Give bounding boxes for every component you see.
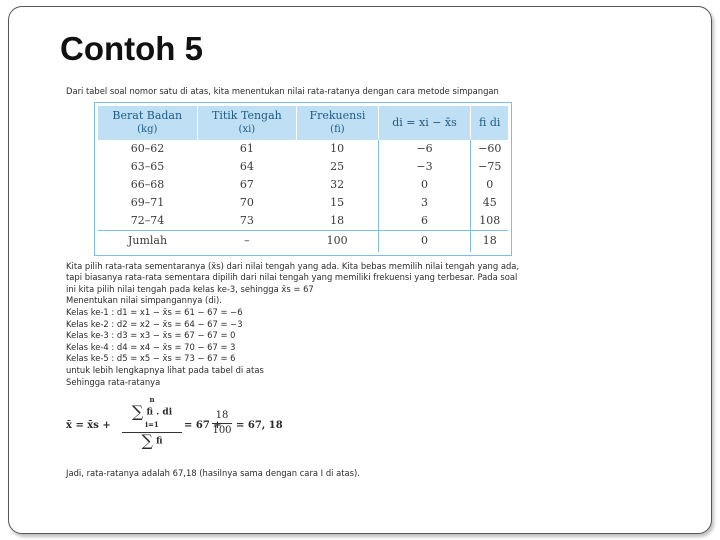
value-numerator: 18 bbox=[215, 410, 229, 422]
table-row bbox=[98, 176, 508, 194]
cell: 67 bbox=[239, 177, 254, 191]
cell: 32 bbox=[330, 177, 345, 191]
cell: 10 bbox=[330, 141, 345, 155]
cell: 0 bbox=[378, 230, 471, 252]
header-simpangan: di = xi − x̄s bbox=[378, 106, 471, 140]
cell: 15 bbox=[330, 195, 345, 209]
cell: 3 bbox=[378, 194, 471, 212]
explanation-line: Kita pilih rata-rata sementaranya (x̄s) dari nilai tengah yang ada. Kita bebas memilih nilai tengah yang ada, bbox=[66, 260, 520, 271]
summation-icon: ∑ bbox=[131, 401, 144, 421]
cell: 73 bbox=[239, 213, 254, 227]
table-row bbox=[98, 140, 508, 158]
cell: −3 bbox=[378, 158, 471, 176]
sum-lower-limit: i=1 bbox=[145, 419, 159, 429]
cell: −60 bbox=[471, 140, 508, 158]
formula-mid: = 67 + bbox=[184, 420, 222, 432]
explanation-line: Kelas ke-2 : d2 = x2 − x̄s = 64 − 67 = −3 bbox=[66, 318, 243, 329]
cell: −6 bbox=[378, 140, 471, 158]
cell: 45 bbox=[471, 194, 508, 212]
formula-denominator bbox=[122, 431, 182, 451]
table-row bbox=[98, 158, 508, 176]
cell: 66–68 bbox=[130, 177, 165, 191]
frequency-table-wrapper bbox=[94, 102, 512, 256]
formula-numerator bbox=[122, 394, 182, 430]
explanation-line: Kelas ke-1 : d1 = x1 − x̄s = 61 − 67 = −6 bbox=[66, 306, 243, 317]
header-fi-di: fi di bbox=[471, 106, 508, 140]
explanation-line: Kelas ke-5 : d5 = x5 − x̄s = 73 − 67 = 6 bbox=[66, 353, 236, 364]
cell: 63–65 bbox=[130, 159, 165, 173]
denominator-text: fi bbox=[156, 436, 163, 447]
table-row bbox=[98, 194, 508, 212]
explanation-line: tapi biasanya rata-rata sementara dipilih dari nilai tengah yang memiliki frekuensi yang terbesar. Pada soal bbox=[66, 272, 518, 283]
cell: 69–71 bbox=[130, 195, 165, 209]
formula-main-fraction bbox=[122, 394, 182, 451]
formula-lhs: x̄ = x̄s + bbox=[66, 420, 111, 432]
explanation-line: untuk lebih lengkapnya lihat pada tabel di atas bbox=[66, 364, 264, 375]
sum-upper-limit: n bbox=[149, 395, 155, 405]
cell: 61 bbox=[239, 141, 254, 155]
cell: 6 bbox=[378, 212, 471, 231]
slide-title: Contoh 5 bbox=[60, 30, 203, 67]
conclusion-text: Jadi, rata-ratanya adalah 67,18 (hasilnya sama dengan cara I di atas). bbox=[66, 468, 360, 479]
total-label: Jumlah bbox=[98, 230, 197, 252]
frequency-table bbox=[98, 106, 508, 252]
slide-content bbox=[66, 86, 526, 488]
cell: 0 bbox=[471, 176, 508, 194]
value-denominator: 100 bbox=[212, 424, 232, 436]
cell: −75 bbox=[471, 158, 508, 176]
cell: 72–74 bbox=[130, 213, 165, 227]
formula-value-fraction bbox=[212, 410, 232, 436]
explanation-line: ini kita pilih nilai tengah pada kelas ke-3, sehingga x̄s = 67 bbox=[66, 283, 314, 294]
table-header-row bbox=[98, 106, 508, 140]
cell: 0 bbox=[378, 176, 471, 194]
cell: 70 bbox=[239, 195, 254, 209]
numerator-text: fi . di bbox=[146, 407, 173, 418]
cell: 60–62 bbox=[130, 141, 165, 155]
explanation-line: Kelas ke-4 : d4 = x4 − x̄s = 70 − 67 = 3 bbox=[66, 341, 236, 352]
cell: 100 bbox=[297, 230, 378, 252]
header-titik-tengah: Titik Tengah (xi) bbox=[197, 106, 297, 140]
cell: 25 bbox=[330, 159, 345, 173]
explanation-line: Kelas ke-3 : d3 = x3 − x̄s = 67 − 67 = 0 bbox=[66, 330, 236, 341]
explanation-line: Menentukan nilai simpangannya (di). bbox=[66, 295, 222, 306]
explanation-block bbox=[66, 261, 526, 389]
cell: 18 bbox=[471, 230, 508, 252]
table-total-row bbox=[98, 230, 508, 252]
header-frekuensi: Frekuensi (fi) bbox=[297, 106, 378, 140]
summation-icon: ∑ bbox=[141, 431, 153, 451]
header-berat-badan: Berat Badan (kg) bbox=[98, 106, 197, 140]
mean-formula bbox=[66, 390, 526, 464]
cell: 108 bbox=[471, 212, 508, 231]
cell: 64 bbox=[239, 159, 254, 173]
table-row bbox=[98, 212, 508, 231]
formula-result: = 67, 18 bbox=[236, 420, 283, 432]
cell: – bbox=[197, 230, 297, 252]
explanation-line: Sehingga rata-ratanya bbox=[66, 376, 161, 387]
fraction-bar bbox=[212, 423, 232, 424]
intro-text: Dari tabel soal nomor satu di atas, kita menentukan nilai rata-ratanya dengan cara metode simpangan bbox=[66, 86, 499, 96]
cell: 18 bbox=[330, 213, 345, 227]
